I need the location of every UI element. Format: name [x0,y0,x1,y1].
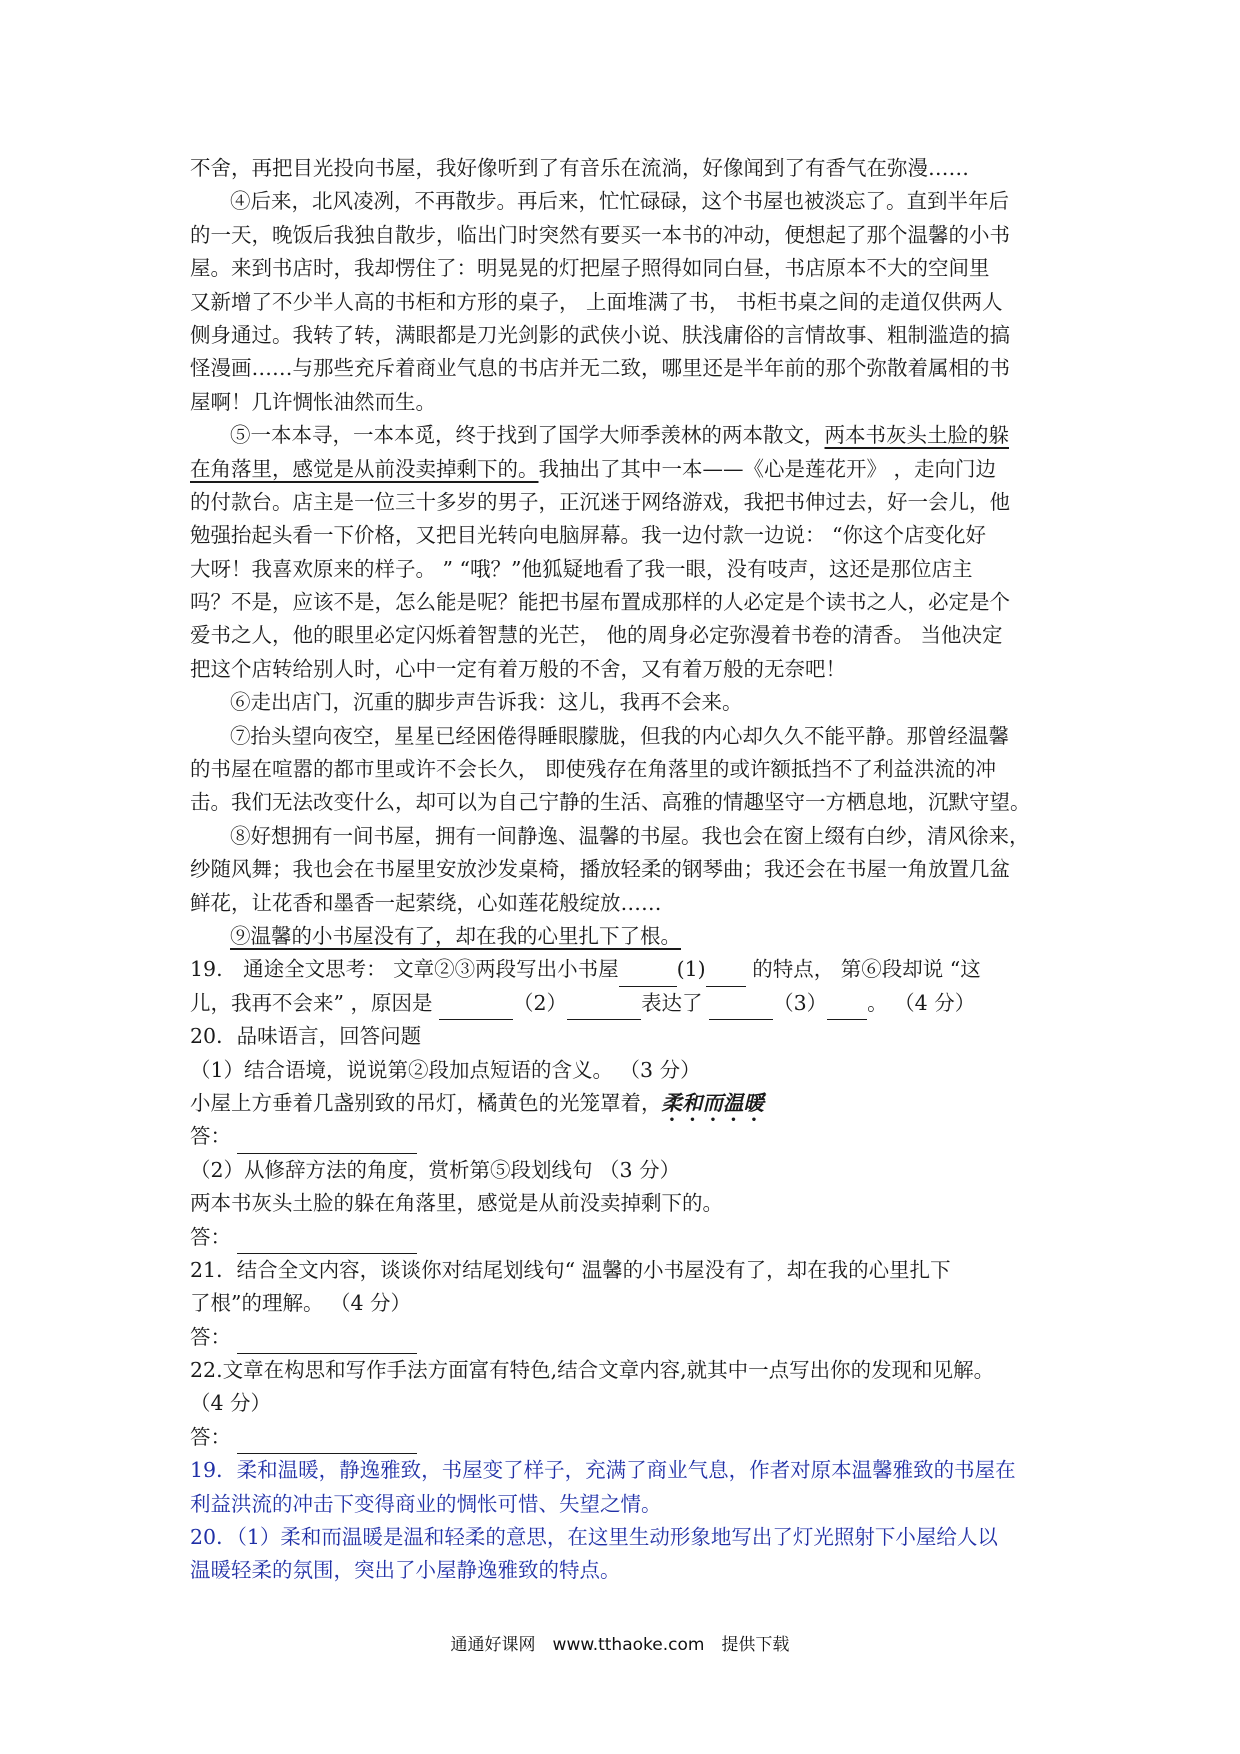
answer-blank[interactable] [567,997,641,1020]
question-20-2: （2）从修辞方法的角度，赏析第⑤段划线句 （3 分） [190,1157,681,1182]
answer-blank[interactable] [439,997,513,1020]
blank-number: （3） [773,990,828,1015]
text-line: 侧身通过。我转了转，满眼都是刀光剑影的武侠小说、肤浅庸俗的言情故事、粗制滥造的搞 [190,322,1010,347]
question-20: 20．品味语言，回答问题 [190,1024,422,1049]
answer-key-19-cont: 利益洪流的冲击下变得商业的惆怅可惜、失望之情。 [190,1491,662,1516]
answer-row [190,1421,1070,1454]
answer-row [190,1221,1070,1254]
answer-label: 答： [190,1124,231,1149]
answer-label: 答： [190,1424,231,1449]
blank-number: (1) [676,957,706,982]
answer-line[interactable] [237,1131,417,1154]
text-line [190,453,1070,486]
paragraph-5 [190,419,1070,452]
answer-blank[interactable] [706,964,746,987]
text-line: 又新增了不少半人高的书柜和方形的桌子， 上面堆满了书， 书柜书桌之间的走道仅供两人 [190,289,1003,314]
text-line: 把这个店转给别人时，心中一定有着万般的不舍，又有着万般的无奈吧！ [190,656,846,681]
question-22: 22.文章在构思和写作手法方面富有特色,结合文章内容,就其中一点写出你的发现和见解。 [190,1358,995,1383]
answer-blank[interactable] [827,997,867,1020]
quoted-sentence: 两本书灰头土脸的躲在角落里，感觉是从前没卖掉剩下的。 [190,1191,723,1216]
question-19 [190,953,1070,986]
underlined-sentence: 两本书灰头土脸的躲 [824,423,1009,448]
text-line: 屋啊！几许惆怅油然而生。 [190,389,436,414]
question-19-cont [190,987,1070,1020]
question-text: 。 （4 分） [867,990,976,1015]
underlined-sentence: ⑨温馨的小书屋没有了，却在我的心里扎下了根。 [230,923,681,948]
text-span: 我抽出了其中一本——《心是莲花开》 ，走向门边 [538,456,997,481]
text-line: 的付款台。店主是一位三十多岁的男子，正沉迷于网络游戏，我把书伸过去，好一会儿，他 [190,489,1010,514]
question-20-1: （1）结合语境，说说第②段加点短语的含义。 （3 分） [190,1057,701,1082]
question-text: 的特点， 第⑥段却说 “这 [745,957,981,982]
answer-label: 答： [190,1324,231,1349]
text-line: 爱书之人，他的眼里必定闪烁着智慧的光芒， 他的周身必定弥漫着书卷的清香。 当他决定 [190,623,1003,648]
paragraph-9 [190,920,1070,953]
question-21-cont: 了根”的理解。 （4 分） [190,1291,412,1316]
text-line: 不舍，再把目光投向书屋，我好像听到了有音乐在流淌，好像闻到了有香气在弥漫…… [190,156,969,180]
text-span: ⑤一本本寻，一本本觅，终于找到了国学大师季羡林的两本散文， [230,423,825,448]
quoted-sentence [190,1087,1070,1120]
text-line: 怪漫画……与那些充斥着商业气息的书店并无二致，哪里还是半年前的那个弥散着属相的书 [190,356,1010,381]
question-21: 21．结合全文内容，谈谈你对结尾划线句“ 温馨的小书屋没有了，却在我的心里扎下 [190,1257,951,1282]
paragraph-8: ⑧好想拥有一间书屋，拥有一间静逸、温馨的书屋。我也会在窗上缀有白纱，清风徐来， [230,823,1030,848]
exam-page [190,152,1070,1588]
quote-text: 小屋上方垂着几盏别致的吊灯，橘黄色的光笼罩着， [190,1090,662,1115]
question-22-cont: （4 分） [190,1391,272,1416]
text-line: 鲜花，让花香和墨香一起萦绕，心如莲花般绽放…… [190,890,662,915]
underlined-sentence: 在角落里，感觉是从前没卖掉剩下的。 [190,456,539,481]
question-text: 表达了 [641,990,710,1015]
answer-label: 答： [190,1224,231,1249]
blank-number: （2） [513,990,568,1015]
text-line: 屋。来到书店时，我却愣住了：明晃晃的灯把屋子照得如同白昼，书店原本不大的空间里 [190,256,990,281]
paragraph-6: ⑥走出店门，沉重的脚步声告诉我：这儿，我再不会来。 [230,690,743,715]
paragraph-7: ⑦抬头望向夜空，星星已经困倦得睡眼朦胧，但我的内心却久久不能平静。那曾经温馨 [230,723,1009,748]
answer-blank[interactable] [709,997,773,1020]
text-line: 大呀！我喜欢原来的样子。 ” “哦？”他狐疑地看了我一眼，没有吱声，这还是那位店主 [190,556,973,581]
dotted-phrase: 柔和而温暖 [661,1090,764,1115]
answer-row [190,1321,1070,1354]
paragraph-4: ④后来，北风凌冽，不再散步。再后来，忙忙碌碌，这个书屋也被淡忘了。直到半年后 [230,189,1009,214]
text-line: 纱随风舞；我也会在书屋里安放沙发桌椅，播放轻柔的钢琴曲；我还会在书屋一角放置几盆 [190,857,1010,882]
text-line: 勉强抬起头看一下价格，又把目光转向电脑屏幕。我一边付款一边说： “你这个店变化好 [190,523,986,548]
answer-line[interactable] [237,1431,417,1454]
question-text: 儿，我再不会来” ，原因是 [190,990,440,1015]
text-line: 的一天，晚饭后我独自散步，临出门时突然有要买一本书的冲动，便想起了那个温馨的小书 [190,222,1010,247]
page-footer: 通通好课网 www.tthaoke.com 提供下载 [450,1635,790,1655]
text-line: 吗？不是，应该不是，怎么能是呢？能把书屋布置成那样的人必定是个读书之人，必定是个 [190,590,1010,615]
answer-key-20: 20．（1）柔和而温暖是温和轻柔的意思，在这里生动形象地写出了灯光照射下小屋给人以 [190,1525,998,1550]
text-line: 击。我们无法改变什么，却可以为自己宁静的生活、高雅的情趣坚守一方栖息地，沉默守望。 [190,790,1031,815]
question-text: 19. 通途全文思考： 文章②③两段写出小书屋 [190,957,619,982]
answer-line[interactable] [237,1231,417,1254]
answer-row [190,1120,1070,1153]
text-line: 的书屋在喧嚣的都市里或许不会长久， 即使残存在角落里的或许额抵挡不了利益洪流的冲 [190,757,997,782]
answer-blank[interactable] [619,964,677,987]
answer-key-19: 19．柔和温暖，静逸雅致，书屋变了样子，充满了商业气息，作者对原本温馨雅致的书屋在 [190,1458,1016,1483]
answer-key-20-cont: 温暖轻柔的氛围，突出了小屋静逸雅致的特点。 [190,1558,621,1583]
answer-line[interactable] [237,1331,417,1354]
